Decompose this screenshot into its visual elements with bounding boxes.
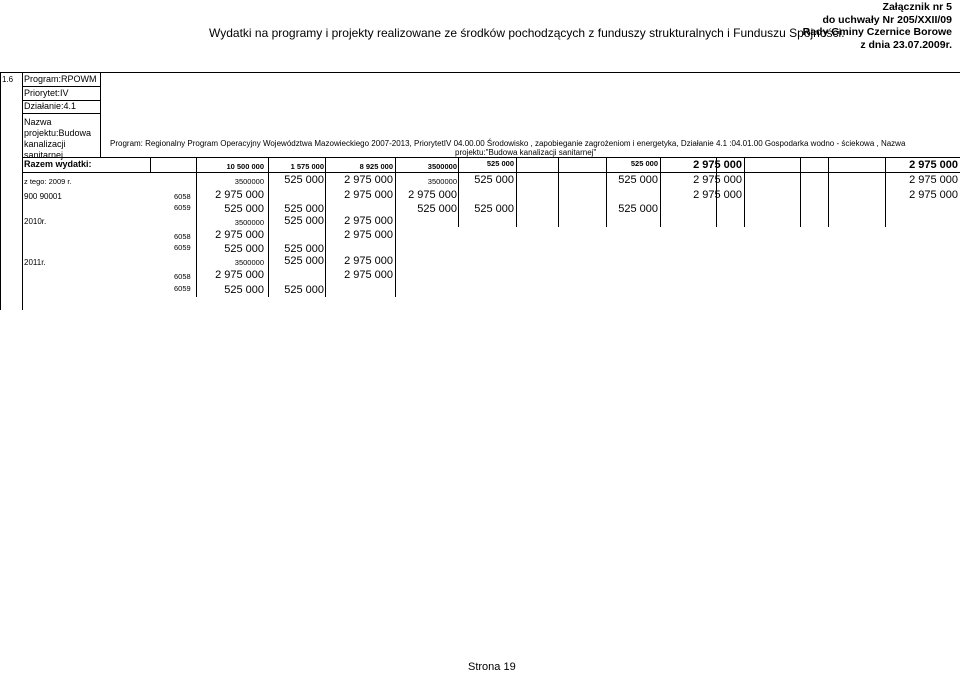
row-divider — [22, 157, 960, 158]
cell: 3500000 — [427, 177, 457, 186]
cell: 2 975 000 — [344, 189, 393, 201]
razem-value: 1 575 000 — [290, 162, 324, 171]
row-label: z tego: 2009 r. — [24, 177, 72, 186]
cell: 2 975 000 — [344, 215, 393, 227]
project-line: Nazwa — [24, 117, 52, 127]
cell: 2 975 000 — [344, 174, 393, 186]
col-divider — [828, 157, 829, 227]
cell: 525 000 — [284, 255, 324, 267]
annex-line-4: z dnia 23.07.2009r. — [860, 38, 952, 51]
annex-block — [803, 1, 952, 51]
priorytet-label: Priorytet:IV — [24, 88, 69, 98]
cell: 525 000 — [618, 174, 658, 186]
col-divider — [22, 72, 23, 310]
row-label: 2010r. — [24, 217, 47, 226]
table-top-border — [0, 72, 960, 73]
program-description: Program: Regionalny Program Operacyjny Województwa Mazowieckiego 2007-2013, PriorytetIV 04.00.00 Środowisko , zapobieganie zagrożeniom i energetyka, Działanie 4.1 :04.01.00 Gospodarka wodno - ściekowa , Nazwa — [110, 139, 906, 148]
row-divider — [22, 113, 100, 114]
cell: 525 000 — [284, 203, 324, 215]
cell: 2 975 000 — [408, 189, 457, 201]
project-name-label — [24, 117, 91, 161]
row-divider — [22, 86, 100, 87]
cell: 3500000 — [234, 258, 264, 267]
cell: 525 000 — [474, 203, 514, 215]
razem-value: 8 925 000 — [359, 162, 393, 171]
cell: 525 000 — [618, 203, 658, 215]
row-number: 1.6 — [2, 75, 14, 84]
annex-line-1: Załącznik nr 5 — [882, 1, 952, 13]
cell: 525 000 — [284, 174, 324, 186]
col-divider — [744, 157, 745, 227]
cell: 525 000 — [224, 284, 264, 296]
row-label: 2011r. — [24, 258, 46, 267]
cell: 2 975 000 — [344, 269, 393, 281]
cell: 525 000 — [474, 174, 514, 186]
col-divider — [800, 157, 801, 227]
row-label: 900 90001 — [24, 192, 62, 201]
col-divider — [558, 157, 559, 227]
project-line: projektu:Budowa — [24, 128, 92, 138]
razem-value: 525 000 — [486, 159, 514, 168]
cell: 525 000 — [284, 243, 324, 255]
razem-value: 3500000 — [427, 162, 457, 171]
cell: 2 975 000 — [693, 189, 742, 201]
cell: 2 975 000 — [215, 229, 264, 241]
dzialanie-label: Działanie:4.1 — [24, 101, 77, 111]
page-number: Strona 19 — [468, 661, 516, 673]
razem-value: 2 975 000 — [693, 159, 742, 171]
row-divider — [22, 172, 960, 173]
razem-label: Razem wydatki: — [24, 159, 92, 169]
cell: 525 000 — [224, 243, 264, 255]
program-label: Program:RPOWM — [24, 74, 97, 84]
col-divider — [150, 157, 151, 172]
razem-value: 525 000 — [630, 159, 658, 168]
col-divider — [516, 157, 517, 227]
cell: 2 975 000 — [693, 174, 742, 186]
page-title: Wydatki na programy i projekty realizowane ze środków pochodzących z funduszy strukturalnych i Funduszu Spójności. — [209, 26, 845, 40]
paragraph-code: 6059 — [174, 284, 191, 293]
paragraph-code: 6059 — [174, 243, 191, 252]
cell: 525 000 — [224, 203, 264, 215]
annex-line-2: do uchwały Nr 205/XXII/09 — [822, 13, 952, 26]
cell: 525 000 — [284, 215, 324, 227]
cell: 525 000 — [284, 284, 324, 296]
cell: 3500000 — [234, 177, 264, 186]
annex-line-3: Rady Gminy Czernice Borowe — [802, 26, 952, 38]
razem-value: 2 975 000 — [909, 159, 958, 171]
cell: 2 975 000 — [909, 189, 958, 201]
cell: 3500000 — [234, 218, 264, 227]
table-left-border — [0, 72, 1, 310]
cell: 2 975 000 — [344, 255, 393, 267]
program-description-2: projektu:"Budowa kanalizacji sanitarnej" — [455, 148, 597, 157]
paragraph-code: 6058 — [174, 272, 191, 281]
razem-value: 10 500 000 — [226, 162, 264, 171]
paragraph-code: 6058 — [174, 232, 191, 241]
project-line: kanalizacji — [24, 139, 66, 149]
cell: 525 000 — [417, 203, 457, 215]
cell: 2 975 000 — [344, 229, 393, 241]
project-line: sanitarnej — [24, 150, 64, 160]
col-divider — [100, 72, 101, 157]
paragraph-code: 6058 — [174, 192, 191, 201]
cell: 2 975 000 — [909, 174, 958, 186]
cell: 2 975 000 — [215, 189, 264, 201]
paragraph-code: 6059 — [174, 203, 191, 212]
cell: 2 975 000 — [215, 269, 264, 281]
